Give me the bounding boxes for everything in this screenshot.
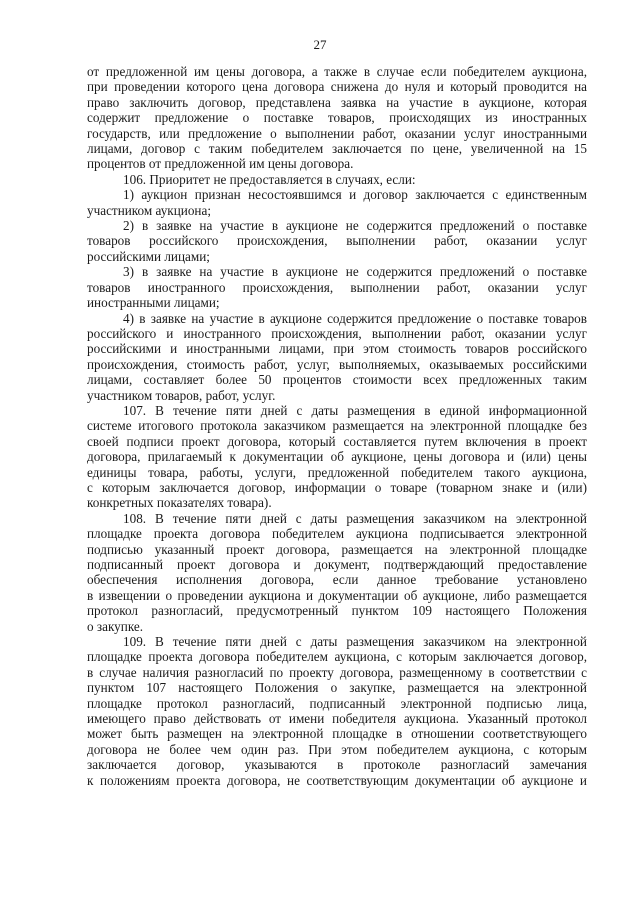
text-line: 107. В течение пяти дней с даты размещения в единой информационной (123, 402, 587, 418)
text-line: системе итогового протокола заказчиком размещается на электронной площадке без (87, 418, 587, 434)
text-line: в извещении о проведении аукциона и документации об аукционе, либо размещается (87, 587, 587, 603)
text-line: от предложенной им цены договора, а также в случае если победителем аукциона, (87, 64, 587, 79)
text-line: 108. В течение пяти дней с даты размещения заказчиком на электронной (123, 510, 587, 526)
text-line: площадке проекта договора победителем аукциона подписывается электронной (87, 526, 587, 542)
text-line: государств, или предложение о выполнении работ, оказании услуг иностранными (87, 125, 587, 141)
text-line: заключается договор, указываются в протоколе разногласий замечания (87, 757, 587, 773)
text-line: российскими и иностранными лицами, при этом стоимость товаров российского (87, 341, 587, 357)
text-line: может быть размещен на электронной площадке в отношении соответствующего (87, 726, 587, 742)
text-line: имеющего право действовать от имени победителя аукциона. Указанный протокол (87, 711, 587, 727)
text-line: к положениям проекта договора, не соответствующим документации об аукционе и (87, 772, 587, 788)
page-number: 27 (313, 37, 327, 52)
text-line: единицы товара, работы, услуги, предложенной победителем такого аукциона, (87, 464, 587, 480)
text-line: пунктом 107 настоящего Положения о закупке, размещается на электронной (87, 680, 587, 696)
text-line: протокол разногласий, предусмотренный пунктом 109 настоящего Положения (87, 603, 587, 619)
text-line: при проведении которого цена договора снижена до нуля и который проводится на (87, 79, 587, 95)
text-line: своей подписи проект договора, который составляется путем включения в проект (87, 433, 587, 449)
text-line: иностранными лицами; (87, 295, 220, 311)
text-line: процентов от предложенной им цены договора. (87, 156, 354, 172)
text-line: 2) в заявке на участие в аукционе не содержится предложений о поставке (123, 218, 587, 234)
text-line: 3) в заявке на участие в аукционе не содержится предложений о поставке (123, 264, 587, 280)
text-line: лицами, составляет более 50 процентов стоимости всех предложенных таким (87, 372, 587, 388)
text-line: договора, прилагаемый к документации об аукционе, цены договора и (или) цены (87, 449, 587, 465)
text-line: лицами, договор с таким победителем заключается по цене, увеличенной на 15 (87, 141, 587, 157)
text-line: с которым заключается договор, информации о товаре (товарном знаке и (или) (87, 479, 587, 495)
text-line: 106. Приоритет не предоставляется в случаях, если: (123, 171, 416, 187)
text-line: подписанный проект договора и документ, подтверждающий предоставление (87, 557, 587, 572)
text-line: 1) аукцион признан несостоявшимся и договор заключается с единственным (123, 187, 587, 203)
text-line: 4) в заявке на участие в аукционе содержится предложение о поставке товаров (123, 310, 587, 326)
text-line: участником товаров, работ, услуг. (87, 387, 276, 403)
text-line: российскими лицами; (87, 248, 210, 264)
text-line: подписью указанный проект договора, размещается на электронной площадке (87, 541, 587, 557)
text-line: площадке протокол разногласий, подписанный электронной подписью лица, (87, 695, 587, 711)
text-line: обеспечения исполнения договора, если данное требование установлено (87, 572, 587, 588)
document-body (87, 64, 587, 788)
text-line: товаров российского происхождения, выполнении работ, оказании услуг (87, 233, 587, 249)
text-line: 109. В течение пяти дней с даты размещения заказчиком на электронной (123, 634, 587, 650)
text-line: участником аукциона; (87, 202, 211, 218)
text-line: в случае наличия разногласий по проекту договора, размещенному в соответствии с (87, 664, 587, 680)
text-line: договора не более чем один раз. При этом победителем аукциона, с которым (87, 741, 587, 757)
text-line: содержит предложение о поставке товаров, происходящих из иностранных (87, 110, 587, 126)
text-line: о закупке. (87, 618, 144, 634)
text-line: товаров иностранного происхождения, выполнении работ, оказании услуг (87, 279, 587, 295)
text-line: площадке проекта договора победителем аукциона, с которым заключается договор, (87, 649, 587, 665)
text-line: происхождения, стоимость работ, услуг, выполняемых, оказываемых российскими (87, 356, 587, 372)
text-line: российского и иностранного происхождения, выполнении работ, оказании услуг (87, 325, 587, 341)
text-line: право заключить договор, представлена заявка на участие в аукционе, которая (87, 94, 587, 110)
text-line: конкретных показателях товара). (87, 495, 272, 511)
